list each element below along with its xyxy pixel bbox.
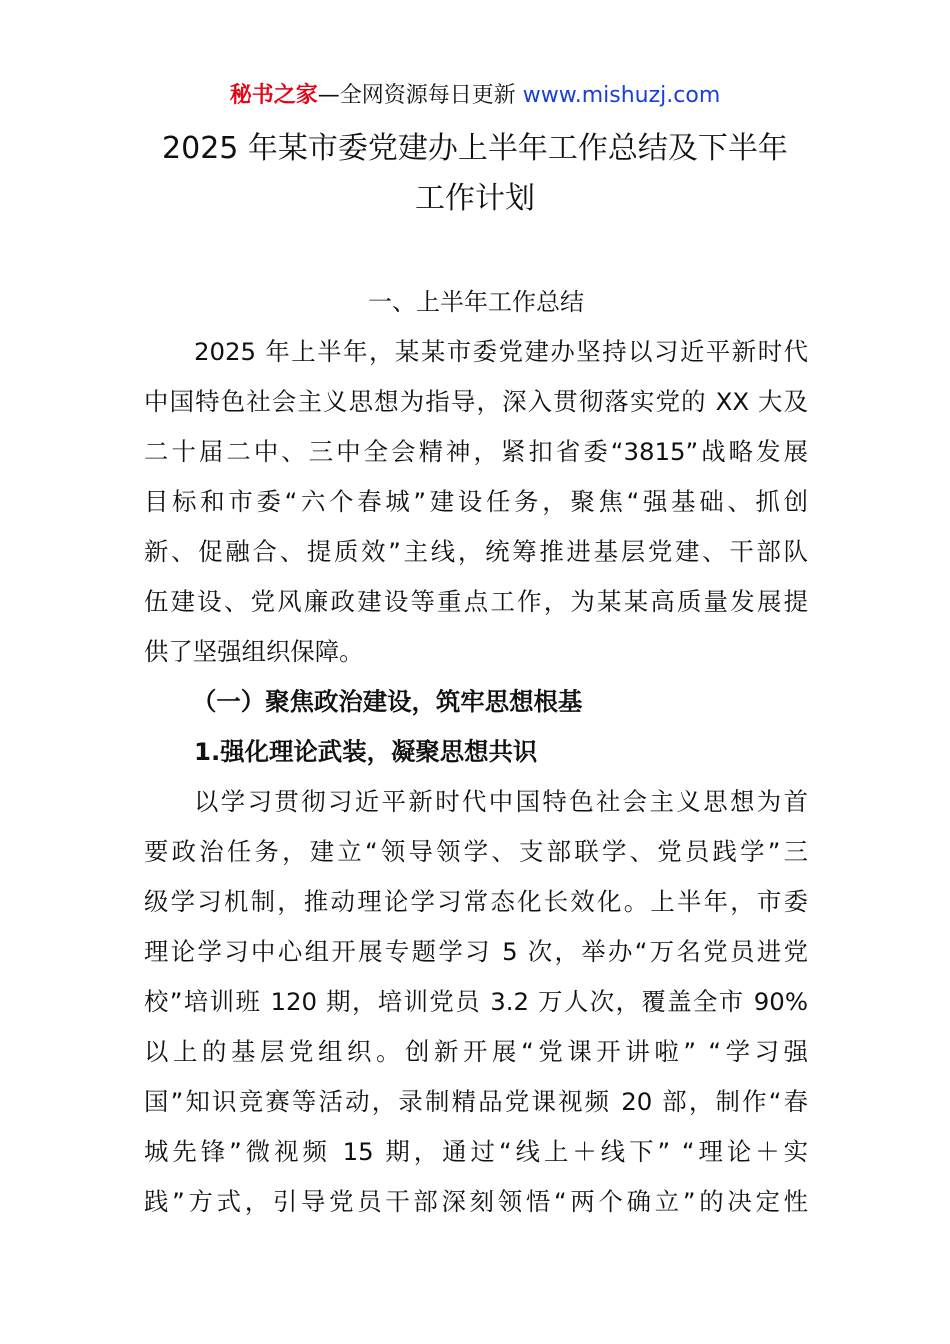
site-url[interactable]: www.mishuzj.com xyxy=(522,83,721,108)
paragraph-line: 级学习机制，推动理论学习常态化长效化。上半年，市委 xyxy=(144,887,808,916)
paragraph-line: 践”方式，引导党员干部深刻领悟“两个确立”的决定性 xyxy=(144,1187,808,1216)
brand-name: 秘书之家 xyxy=(229,83,318,108)
paragraph-line: 城先锋”微视频 15 期，通过“线上＋线下” “理论＋实 xyxy=(144,1137,808,1166)
section-heading: 一、上半年工作总结 xyxy=(368,288,584,316)
item-heading: 1.强化理论武装，凝聚思想共识 xyxy=(194,737,538,766)
paragraph-line: 国”知识竞赛等活动，录制精品党课视频 20 部，制作“春 xyxy=(144,1087,808,1116)
paragraph-line: 以学习贯彻习近平新时代中国特色社会主义思想为首 xyxy=(194,787,808,816)
paragraph-line: 二十届二中、三中全会精神，紧扣省委“3815”战略发展 xyxy=(144,437,808,466)
title-line-2: 工作计划 xyxy=(415,181,535,216)
paragraph-line: 校”培训班 120 期，培训党员 3.2 万人次，覆盖全市 90% xyxy=(144,987,808,1016)
paragraph-line: 新、促融合、提质效”主线，统筹推进基层党建、干部队 xyxy=(144,537,808,566)
paragraph-line: 以上的基层党组织。创新开展“党课开讲啦” “学习强 xyxy=(144,1037,808,1066)
paragraph-line: 2025 年上半年，某某市委党建办坚持以习近平新时代 xyxy=(194,337,808,366)
title-line-1: 2025 年某市委党建办上半年工作总结及下半年 xyxy=(162,131,788,166)
paragraph-line: 理论学习中心组开展专题学习 5 次，举办“万名党员进党 xyxy=(144,937,808,966)
site-header xyxy=(0,78,950,114)
paragraph-line: 伍建设、党风廉政建设等重点工作，为某某高质量发展提 xyxy=(144,587,808,616)
paragraph-line: 目标和市委“六个春城”建设任务，聚焦“强基础、抓创 xyxy=(144,487,808,516)
paragraph-line: 中国特色社会主义思想为指导，深入贯彻落实党的 XX 大及 xyxy=(144,387,808,416)
document-title xyxy=(100,124,850,224)
subsection-heading: （一）聚焦政治建设，筑牢思想根基 xyxy=(192,687,583,716)
header-tagline: —全网资源每日更新 xyxy=(317,83,523,108)
document-body xyxy=(144,277,808,1227)
paragraph-line: 要政治任务，建立“领导领学、支部联学、党员践学”三 xyxy=(144,837,808,866)
paragraph-line: 供了坚强组织保障。 xyxy=(144,637,364,666)
